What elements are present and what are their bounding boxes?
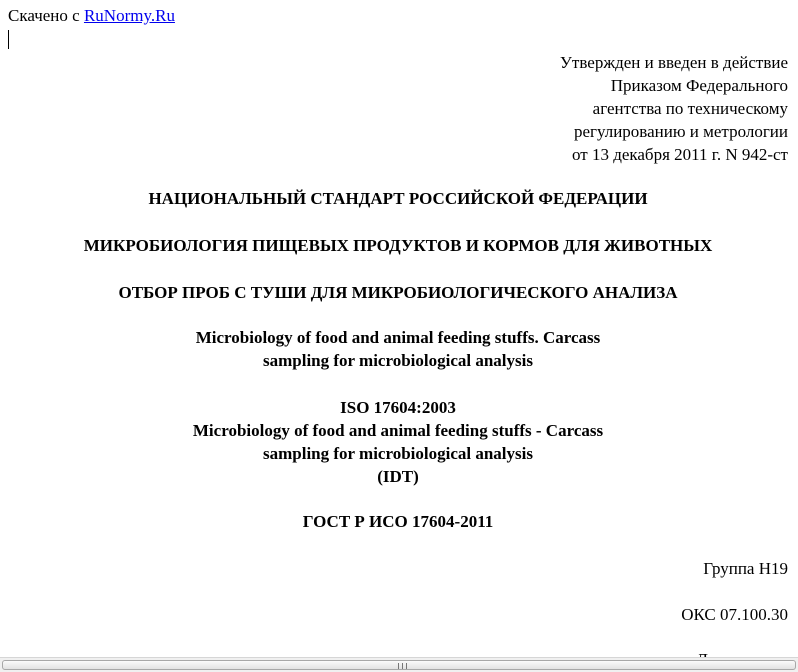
title-ru-line-2: ОТБОР ПРОБ С ТУШИ ДЛЯ МИКРОБИОЛОГИЧЕСКОГО АНАЛИЗА <box>118 283 678 302</box>
iso-title-line-1: Microbiology of food and animal feeding stuffs - Carcass <box>192 421 604 440</box>
title-ru-line-1: МИКРОБИОЛОГИЯ ПИЩЕВЫХ ПРОДУКТОВ И КОРМОВ ДЛЯ ЖИВОТНЫХ <box>83 236 713 255</box>
approval-line: агентства по техническому <box>592 99 788 118</box>
horizontal-scrollbar[interactable] <box>0 657 798 672</box>
source-prefix: Скачено с <box>8 6 80 25</box>
approval-line: Приказом Федерального <box>610 76 788 95</box>
scrollbar-thumb[interactable] <box>2 660 796 670</box>
approval-block <box>408 51 788 166</box>
iso-code: ISO 17604:2003 <box>340 398 456 417</box>
iso-block <box>0 396 796 488</box>
approval-line: регулированию и метрологии <box>573 122 788 141</box>
source-line <box>8 6 175 26</box>
gost-code: ГОСТ Р ИСО 17604-2011 <box>302 512 494 531</box>
text-cursor <box>8 30 9 49</box>
title-en-line-1: Microbiology of food and animal feeding stuffs. Carcass <box>195 328 601 347</box>
grip-icon <box>398 663 407 669</box>
group-code: Группа Н19 <box>703 559 788 578</box>
iso-title-line-2: sampling for microbiological analysis <box>263 444 533 463</box>
national-standard-heading: НАЦИОНАЛЬНЫЙ СТАНДАРТ РОССИЙСКОЙ ФЕДЕРАЦИИ <box>148 189 648 208</box>
title-en-line-2: sampling for microbiological analysis <box>263 351 533 370</box>
approval-line: Утвержден и введен в действие <box>559 53 788 72</box>
iso-idt: (IDT) <box>377 467 419 486</box>
approval-line: от 13 декабря 2011 г. N 942-ст <box>571 145 788 164</box>
title-en <box>0 326 796 372</box>
runormy-link[interactable]: RuNormy.Ru <box>83 6 175 25</box>
oks-code: ОКС 07.100.30 <box>681 605 788 624</box>
